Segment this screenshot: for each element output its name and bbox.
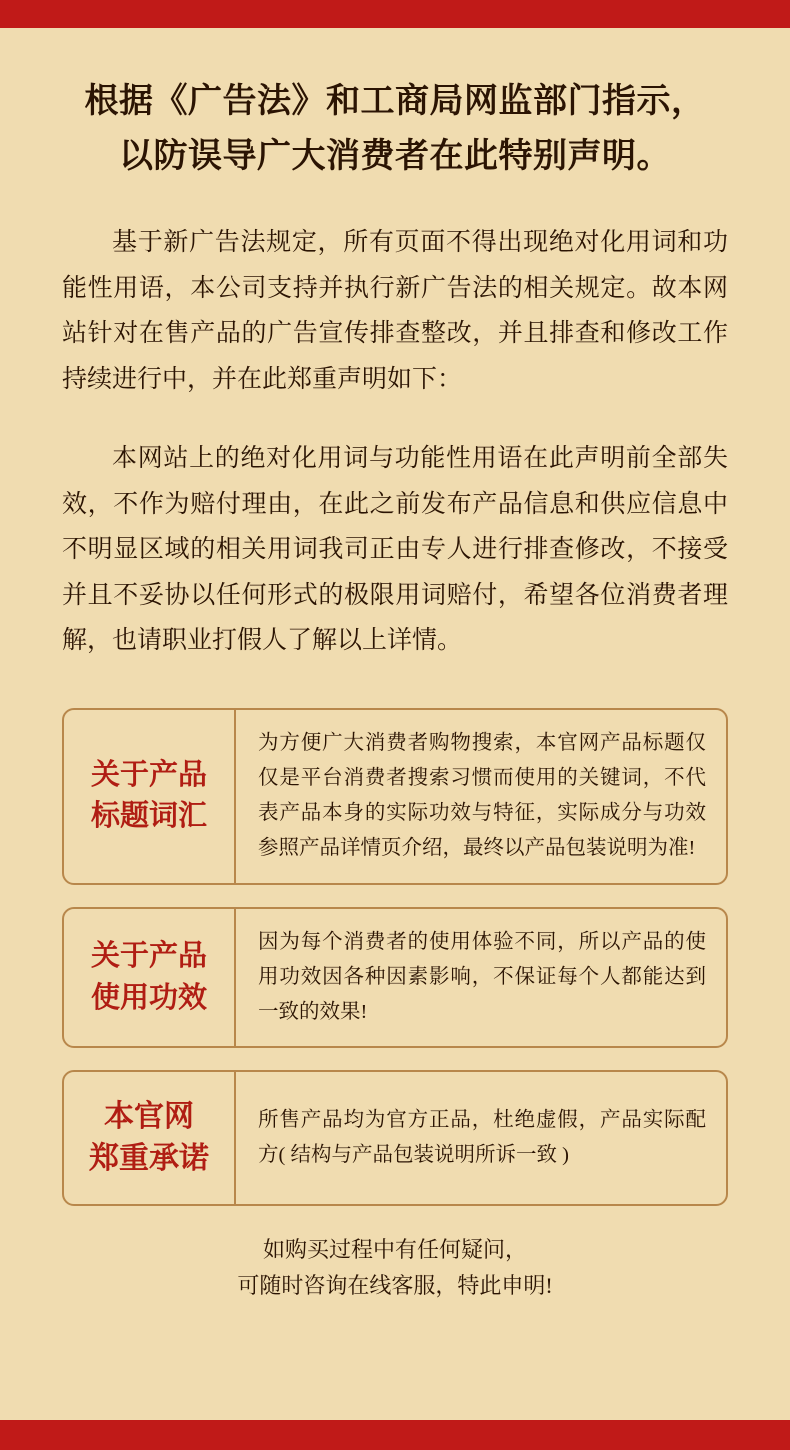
notice-box-title bbox=[64, 1072, 236, 1204]
statement-paragraph-1: 基于新广告法规定，所有页面不得出现绝对化用词和功能性用语，本公司支持并执行新广告法的相关规定。故本网站针对在售产品的广告宣传排查整改，并且排查和修改工作持续进行中，并在此郑重声明如下： bbox=[62, 229, 728, 393]
notice-box-title-line-2: 郑重承诺 bbox=[89, 1142, 209, 1176]
notice-box-body: 为方便广大消费者购物搜索，本官网产品标题仅仅是平台消费者搜索习惯而使用的关键词，不代表产品本身的实际功效与特征，实际成分与功效参照产品详情页介绍，最终以产品包装说明为准! bbox=[258, 731, 706, 860]
notice-box-title-line-1: 关于产品 bbox=[90, 940, 207, 973]
footer-note-line-1: 如购买过程中有任何疑问， bbox=[262, 1237, 527, 1263]
statement-paragraph-2: 本网站上的绝对化用词与功能性用语在此声明前全部失效，不作为赔付理由，在此之前发布产品信息和供应信息中不明显区域的相关用词我司正由专人进行排查修改，不接受并且不妥协以任何形式的极限用词赔付，希望各位消费者理解，也请职业打假人了解以上详情。 bbox=[62, 445, 728, 655]
page-title bbox=[62, 28, 728, 184]
notice-box-title-line-2: 使用功效 bbox=[90, 981, 207, 1014]
notice-box-official-promise bbox=[62, 1070, 728, 1206]
notice-box-product-effect bbox=[62, 907, 728, 1049]
page-title-line-2: 以防误导广大消费者在此特别声明。 bbox=[119, 138, 671, 176]
notice-box-title bbox=[64, 710, 236, 883]
footer-note-line-2: 可随时咨询在线客服，特此申明! bbox=[237, 1272, 553, 1298]
notice-box-title-line-1: 本官网 bbox=[104, 1099, 194, 1133]
notice-box-body: 所售产品均为官方正品，杜绝虚假，产品实际配方( 结构与产品包装说明所诉一致 ) bbox=[258, 1109, 706, 1167]
notice-box-list bbox=[62, 708, 728, 1207]
page-title-line-1: 根据《广告法》和工商局网监部门指示， bbox=[84, 83, 706, 120]
notice-box-body: 因为每个消费者的使用体验不同，所以产品的使用功效因各种因素影响，不保证每个人都能达到一致的效果! bbox=[258, 930, 706, 1024]
notice-box-product-title bbox=[62, 708, 728, 885]
footer-note bbox=[62, 1232, 728, 1302]
notice-box-title bbox=[64, 909, 236, 1047]
notice-box-title-line-2: 标题词汇 bbox=[90, 800, 207, 833]
notice-box-title-line-1: 关于产品 bbox=[90, 758, 207, 791]
statement-panel bbox=[0, 28, 790, 1420]
